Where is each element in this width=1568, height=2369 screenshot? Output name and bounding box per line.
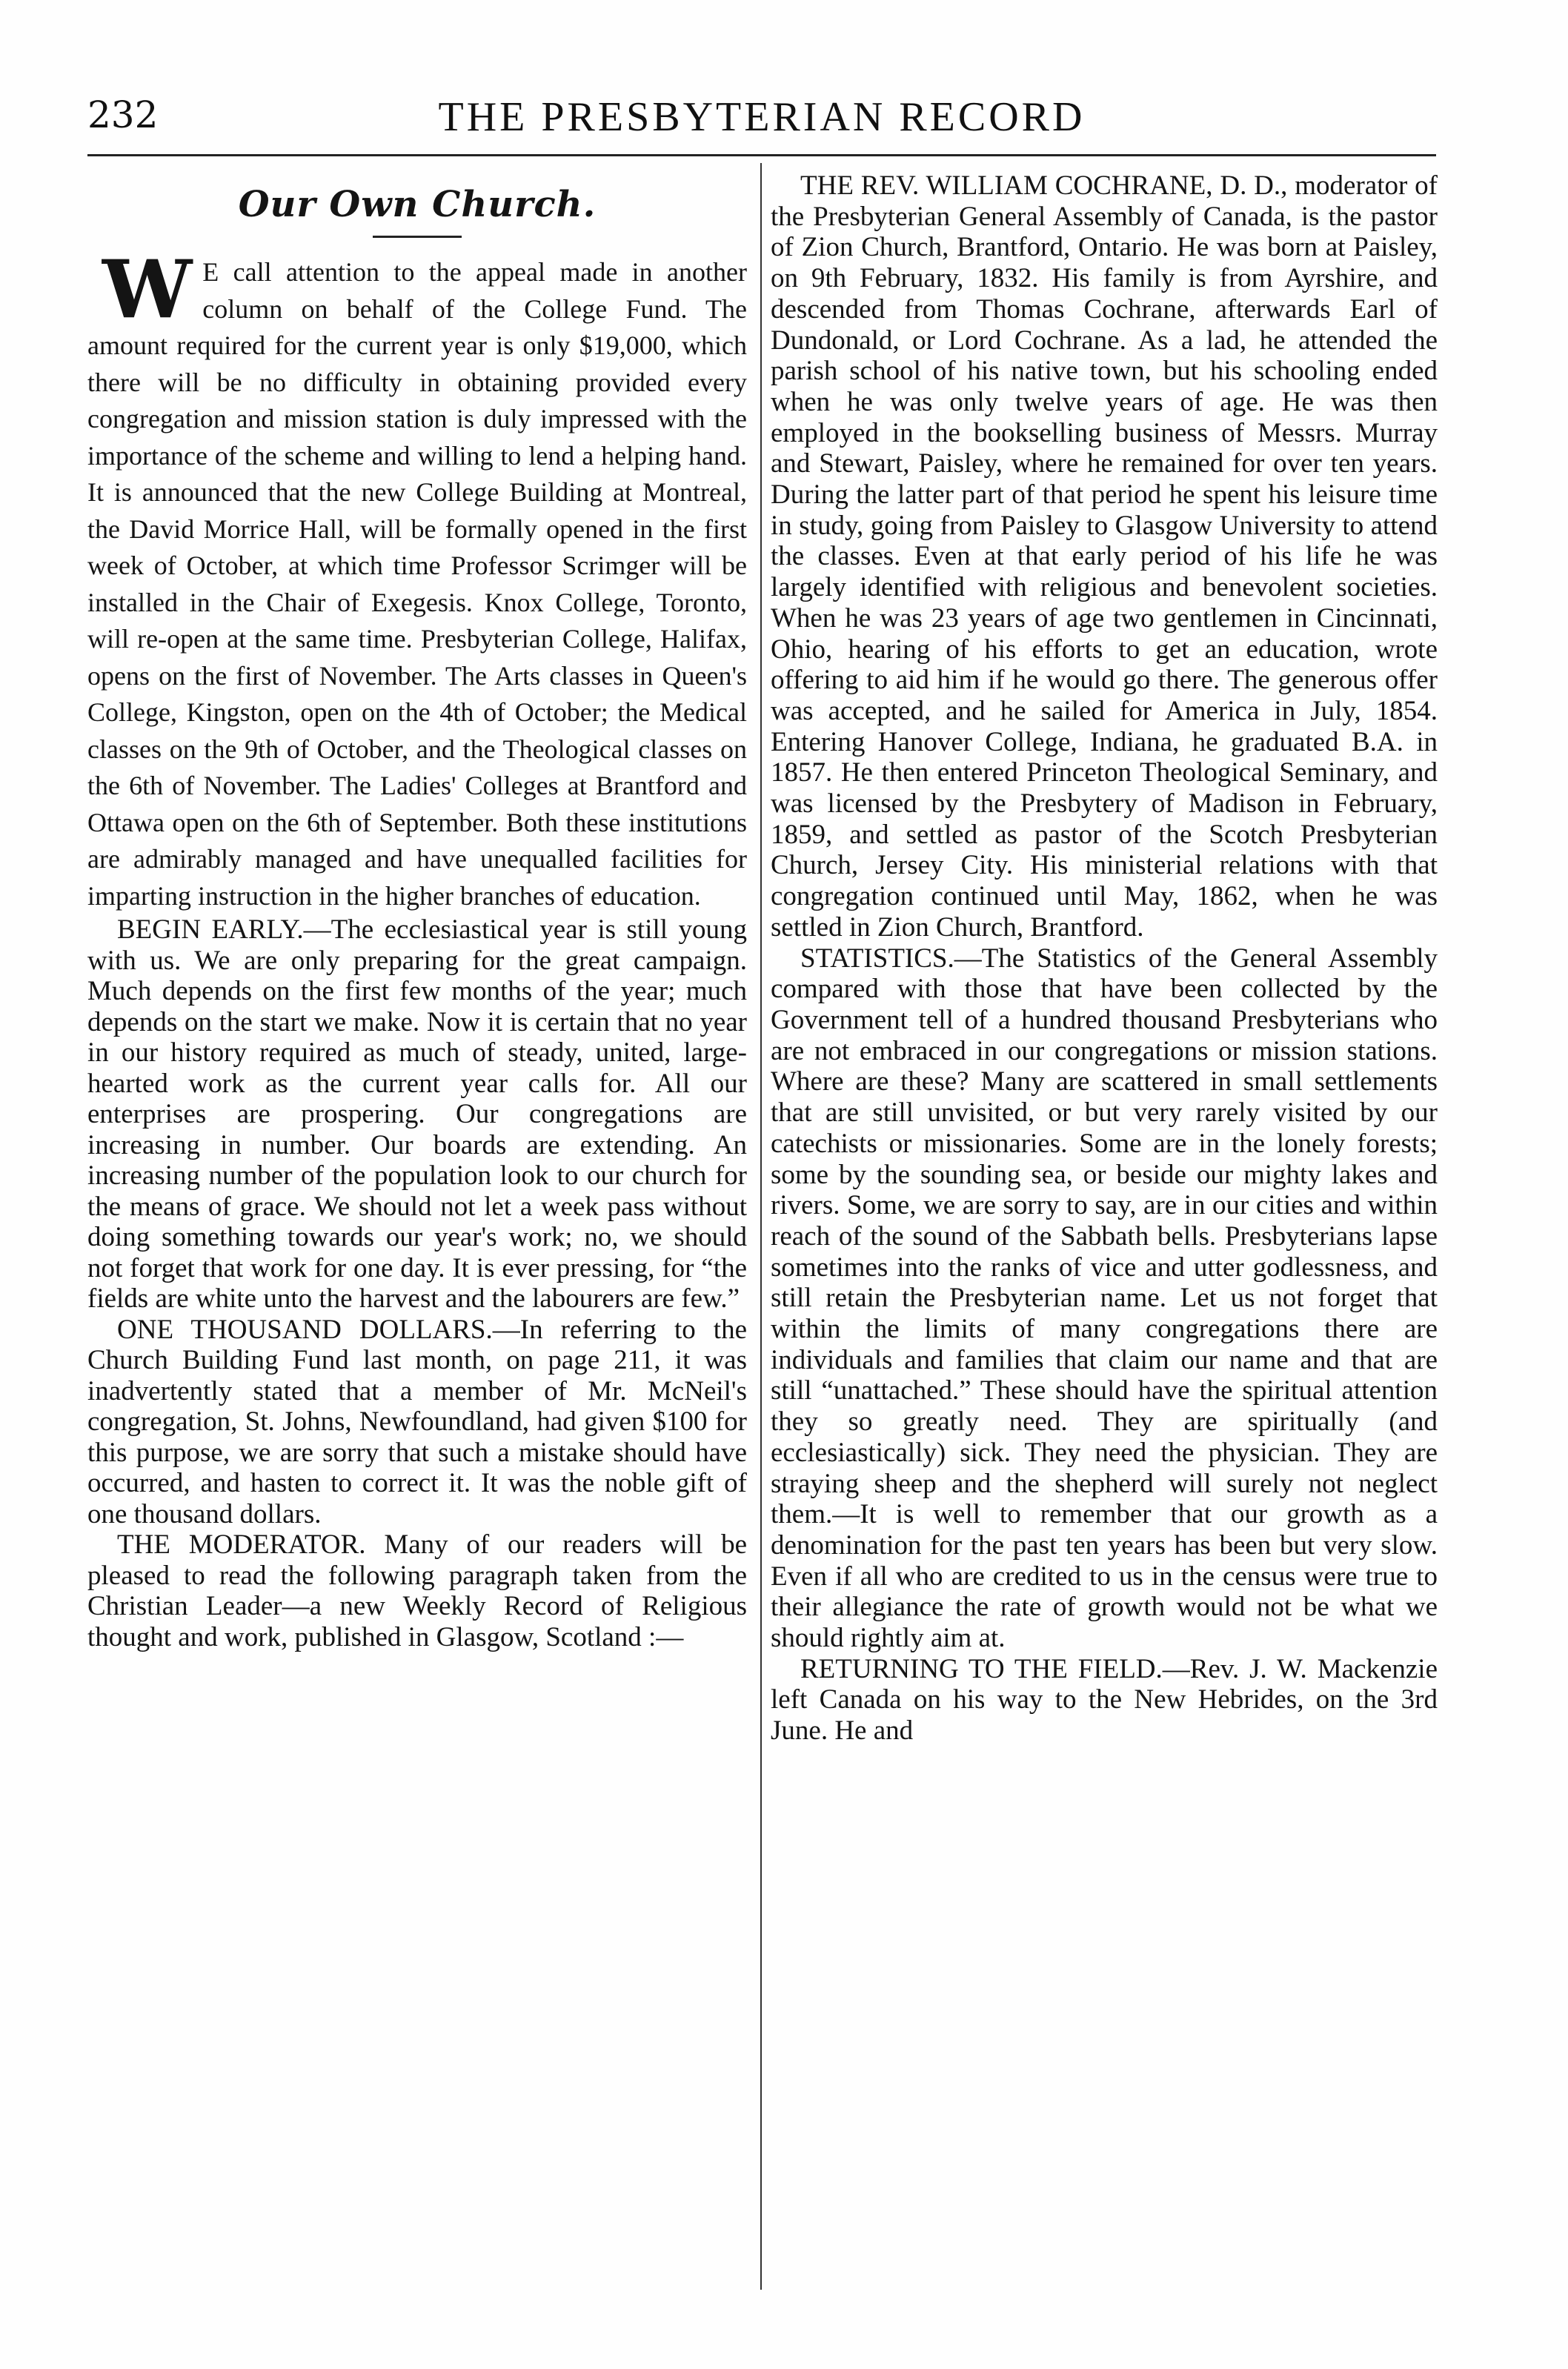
statistics-paragraph: STATISTICS.—The Statistics of the General Assembly compared with those that have been collected by the Government tell of a hundred thousand Presbyterians who are not embraced in our congregations or mission stations. Where are these? Many are scattered in small settlements that are still unvisited, or but very rarely visited by our catechists or missionaries. Some are in the lonely forests; some by the sounding sea, or beside our mighty lakes and rivers. Some, we are sorry to say, are in our cities and within reach of the sound of the Sabbath bells. Presbyterians lapse sometimes into the ranks of vice and utter godlessness, and still retain the Presbyterian name. Let us not forget that within the limits of many congregations there are individuals and families that claim our name and that are still “unattached.” These should have the spiritual attention they so greatly need. They are spiritually (and ecclesiastically) sick. They need the physician. They are straying sheep and the shepherd will surely not neglect them.—It is well to remember that our growth as a denomination for the past ten years has been but very slow. Even if all who are credited to us in the census were true to their allegiance the rate of growth would not be what we should rightly aim at. (771, 943, 1438, 1654)
right-column (771, 170, 1438, 2290)
section-title: Our Own Church. (238, 184, 597, 225)
intro-paragraph (87, 243, 747, 914)
cochrane-paragraph: THE REV. WILLIAM COCHRANE, D. D., moderator of the Presbyterian General Assembly of Canada, is the pastor of Zion Church, Brantford, Ontario. He was born at Paisley, on 9th February, 1832. His family is from Ayrshire, and descended from Thomas Cochrane, afterwards Earl of Dundonald, or Lord Cochrane. As a lad, he attended the parish school of his native town, but his schooling ended when he was only twelve years of age. He was then employed in the bookselling business of Messrs. Murray and Stewart, Paisley, where he remained for over ten years. During the latter part of that period he spent his leisure time in study, going from Paisley to Glasgow University to attend the classes. Even at that early period of his life he was largely identified with religious and benevolent societies. When he was 23 years of age two gentlemen in Cincinnati, Ohio, hearing of his efforts to get an education, wrote offering to aid him if he would go there. The generous offer was accepted, and he sailed for America in July, 1854. Entering Hanover College, Indiana, he graduated B.A. in 1857. He then entered Princeton Theological Seminary, and was licensed by the Presbytery of Madison in February, 1859, and settled as pastor of the Scotch Presbyterian Church, Jersey City. His ministerial relations with that congregation continued until May, 1862, when he was settled in Zion Church, Brantford. (771, 170, 1438, 943)
title-rule (373, 236, 462, 238)
left-column (87, 170, 747, 2290)
page-header (87, 93, 1436, 145)
page-number: 232 (87, 93, 159, 136)
column-divider (760, 163, 762, 2290)
drop-cap: W (102, 243, 193, 336)
moderator-paragraph: THE MODERATOR. Many of our readers will be pleased to read the following paragraph taken from the Christian Leader—a new Weekly Record of Religious thought and work, published in Glasgow, Scotland :— (87, 1529, 747, 1652)
begin-early-paragraph: BEGIN EARLY.—The ecclesiastical year is still young with us. We are only preparing for the great campaign. Much depends on the first few months of the year; much depends on the start we make. Now it is certain that no year in our history required as much of steady, united, large-hearted work as the current year calls for. All our enterprises are prospering. Our congregations are increasing in number. Our boards are extending. An increasing number of the population look to our church for the means of grace. We should not let a week pass without doing something towards our year's work; no, we should not forget that work for one day. It is ever pressing, for “the fields are white unto the harvest and the labourers are few.” (87, 914, 747, 1314)
intro-text: E call attention to the appeal made in another column on behalf of the College Fund. The amount required for the current year is only $19,000, which there will be no difficulty in obtaining provided every congregation and mission station is duly impressed with the importance of the scheme and willing to lend a helping hand. It is announced that the new College Building at Montreal, the David Morrice Hall, will be formally opened in the first week of October, at which time Professor Scrimger will be installed in the Chair of Exegesis. Knox College, Toronto, will re-open at the same time. Presbyterian College, Halifax, opens on the first of November. The Arts classes in Queen's College, Kingston, open on the 4th of October; the Medical classes on the 9th of October, and the Theological classes on the 6th of November. The Ladies' Colleges at Brantford and Ottawa open on the 6th of September. Both these institutions are admirably managed and have unequalled facilities for imparting instruction in the higher branches of education. (87, 257, 747, 911)
journal-title: THE PRESBYTERIAN RECORD (438, 94, 1086, 140)
header-rule (87, 154, 1436, 156)
one-thousand-dollars-paragraph: ONE THOUSAND DOLLARS.—In referring to the Church Building Fund last month, on page 211, it was inadvertently stated that a member of Mr. McNeil's congregation, St. Johns, Newfoundland, had given $100 for this purpose, we are sorry that such a mistake should have occurred, and hasten to correct it. It was the noble gift of one thousand dollars. (87, 1314, 747, 1529)
returning-paragraph: RETURNING TO THE FIELD.—Rev. J. W. Mackenzie left Canada on his way to the New Hebrides, on the 3rd June. He and (771, 1653, 1438, 1747)
